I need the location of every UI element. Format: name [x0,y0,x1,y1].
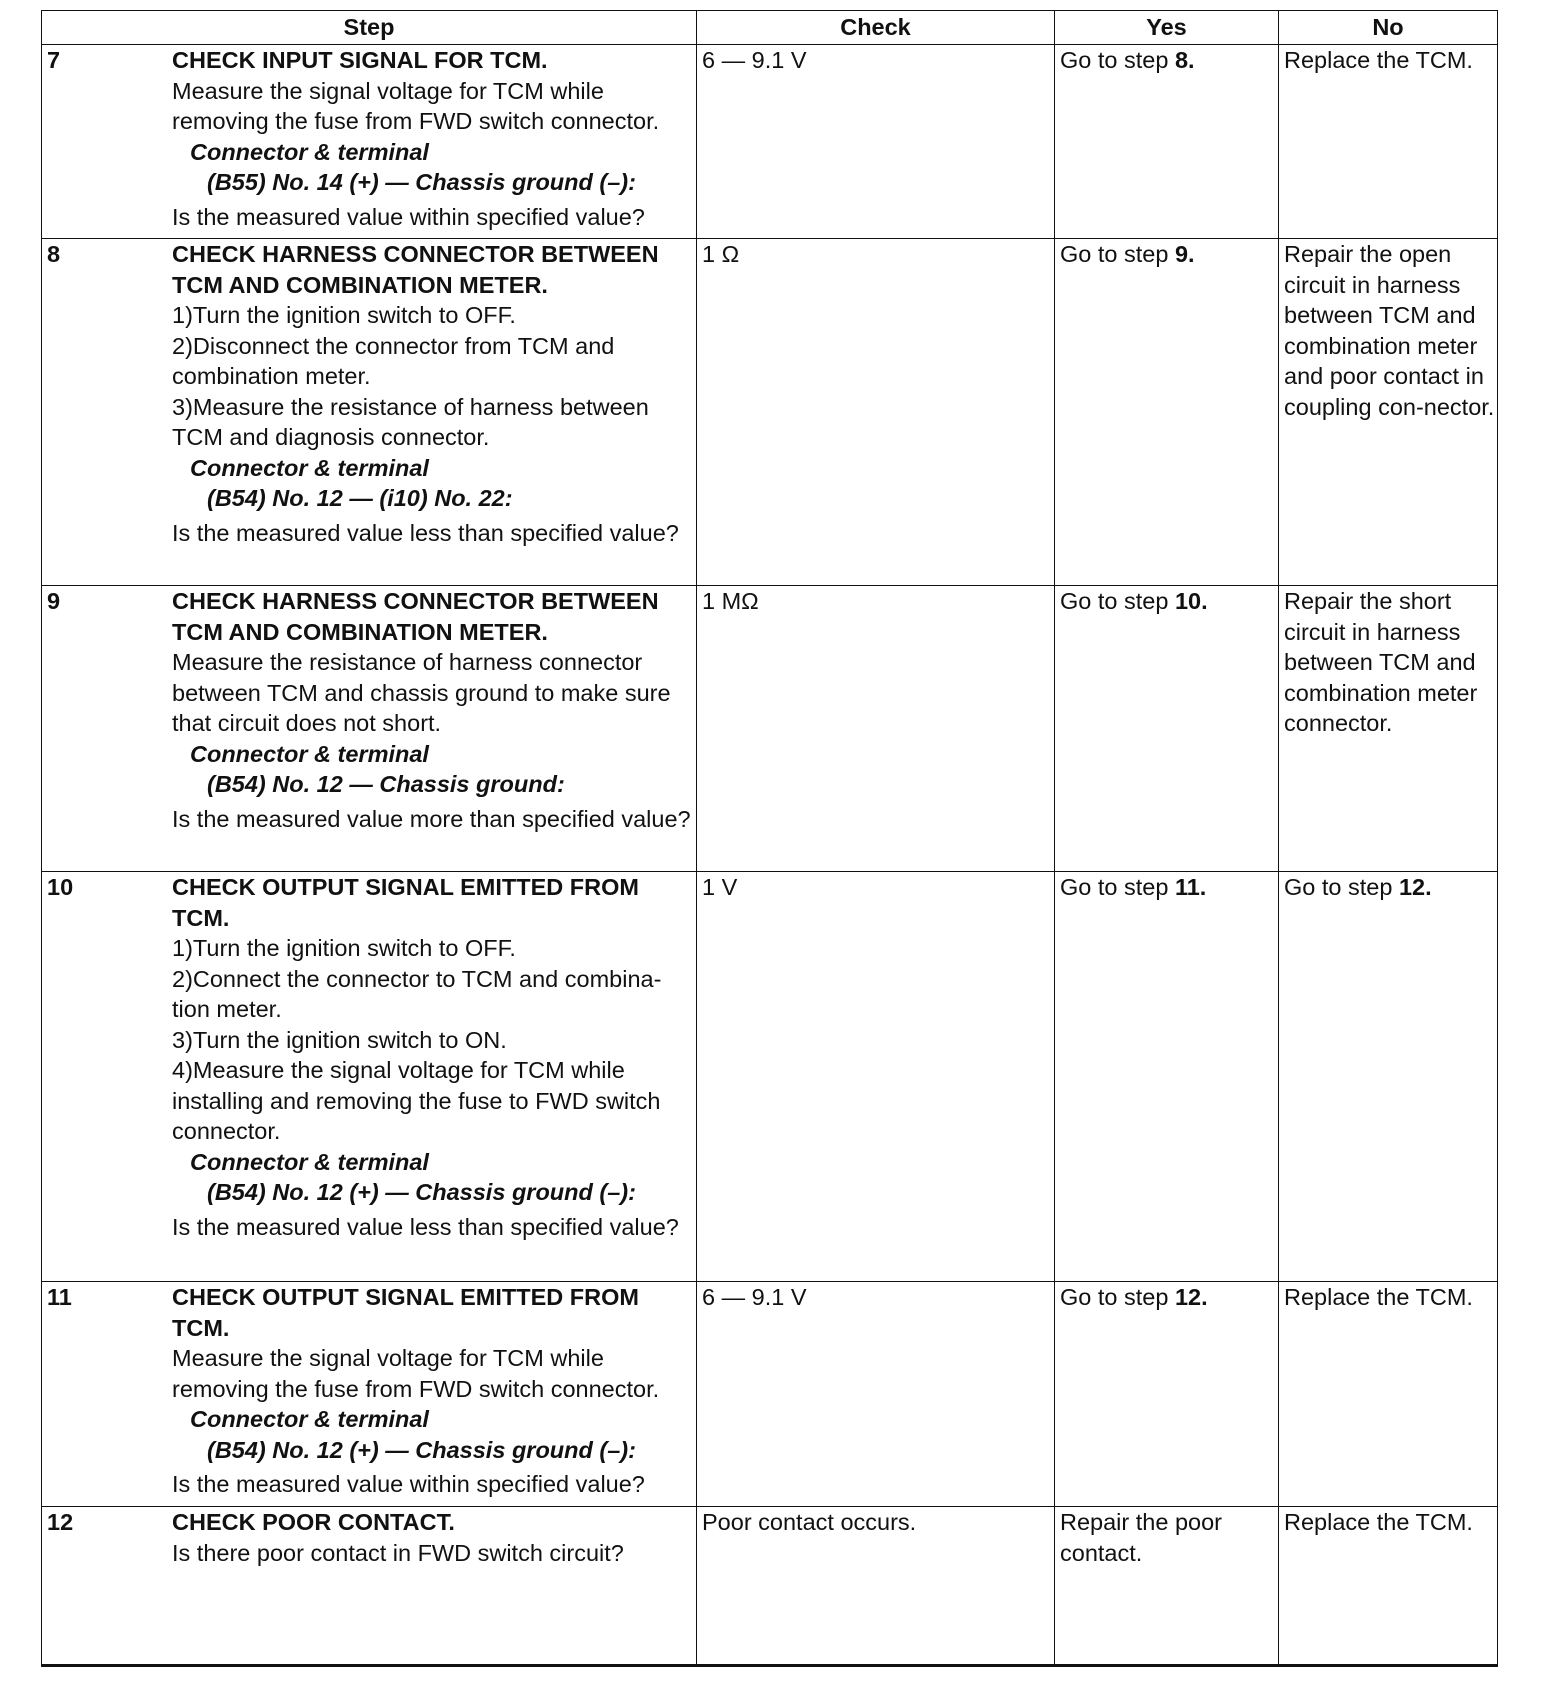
header-row [42,11,1498,45]
step-question: Is the measured value less than specified value? [172,519,679,546]
no-cell [1279,239,1498,586]
yes-step-ref: 11. [1174,874,1207,900]
yes-cell [1055,45,1279,239]
step-title: CHECK HARNESS CONNECTOR BETWEEN TCM AND COMBINATION METER. [172,241,659,298]
no-cell [1279,872,1498,1282]
step-title: CHECK HARNESS CONNECTOR BETWEEN TCM AND COMBINATION METER. [172,588,659,645]
step-instruction: 4)Measure the signal voltage for TCM while installing and removing the fuse to FWD switch connector. [172,1057,661,1144]
step-instruction: 2)Disconnect the connector from TCM and combination meter. [172,332,615,389]
step-cell [42,1282,697,1507]
check-cell: 1 V [697,872,1055,1282]
connector-label: Connector & terminal [190,138,429,165]
yes-cell [1055,1507,1279,1667]
yes-text: Go to step [1060,241,1175,267]
no-text: Replace the TCM. [1284,1509,1473,1535]
header-no: No [1279,11,1498,45]
no-cell [1279,1282,1498,1507]
step-title: CHECK POOR CONTACT. [172,1509,455,1535]
step-question: Is the measured value within specified value? [172,1471,645,1497]
terminal-spec: (B54) No. 12 (+) — Chassis ground (–): [207,1179,636,1205]
table-row [42,872,1498,1282]
step-cell [42,45,697,239]
step-question: Is the measured value more than specified value? [172,805,691,832]
step-instruction: Measure the signal voltage for TCM while removing the fuse from FWD switch connector. [172,1345,660,1402]
yes-text: Go to step [1060,588,1175,614]
no-step-ref: 12. [1398,874,1432,900]
terminal-spec: (B54) No. 12 — Chassis ground: [207,771,565,797]
terminal-spec: (B54) No. 12 (+) — Chassis ground (–): [207,1436,636,1463]
connector-label: Connector & terminal [190,740,429,767]
yes-text: Repair the poor contact. [1060,1509,1222,1566]
yes-step-ref: 8. [1174,47,1195,73]
step-instruction: 1)Turn the ignition switch to OFF. [172,302,516,328]
no-text: Replace the TCM. [1284,47,1473,73]
table-row [42,1507,1498,1667]
no-text: Repair the short circuit in harness between TCM and combination meter connector. [1284,588,1478,736]
no-text: Go to step [1284,874,1399,900]
table-row [42,45,1498,239]
check-cell: 6 — 9.1 V [697,45,1055,239]
step-cell [42,872,697,1282]
step-question: Is the measured value within specified value? [172,203,645,230]
yes-text: Go to step [1060,874,1175,900]
no-cell [1279,1507,1498,1667]
terminal-spec: (B55) No. 14 (+) — Chassis ground (–): [207,169,636,195]
connector-label: Connector & terminal [190,1148,429,1175]
table-bottom-border [41,1664,1497,1666]
header-step: Step [42,11,697,45]
no-cell [1279,45,1498,239]
step-number: 9 [47,588,61,614]
connector-label: Connector & terminal [190,1406,429,1432]
yes-cell [1055,1282,1279,1507]
yes-step-ref: 9. [1174,241,1195,267]
step-cell [42,586,697,872]
step-title: CHECK INPUT SIGNAL FOR TCM. [172,47,548,73]
step-instruction: 3)Turn the ignition switch to ON. [172,1026,507,1053]
header-check: Check [697,11,1055,45]
step-instruction: 1)Turn the ignition switch to OFF. [172,935,516,961]
check-cell: 6 — 9.1 V [697,1282,1055,1507]
yes-cell [1055,586,1279,872]
step-instruction: Measure the signal voltage for TCM while removing the fuse from FWD switch connector. [172,77,660,134]
check-cell: 1 MΩ [697,586,1055,872]
header-yes: Yes [1055,11,1279,45]
step-number: 11 [47,1284,72,1310]
table-row [42,1282,1498,1507]
yes-cell [1055,872,1279,1282]
step-number: 8 [47,241,61,267]
yes-step-ref: 12. [1174,1284,1208,1310]
yes-step-ref: 10. [1174,588,1208,614]
step-number: 10 [47,874,74,900]
terminal-spec: (B54) No. 12 — (i10) No. 22: [207,485,513,511]
step-question: Is the measured value less than specified value? [172,1213,679,1240]
step-cell [42,239,697,586]
connector-label: Connector & terminal [190,454,429,481]
check-cell: 1 Ω [697,239,1055,586]
step-question: Is there poor contact in FWD switch circuit? [172,1539,624,1566]
step-title: CHECK OUTPUT SIGNAL EMITTED FROM TCM. [172,874,639,931]
yes-cell [1055,239,1279,586]
diagnostic-table [41,10,1498,1667]
step-instruction: Measure the resistance of harness connector between TCM and chassis ground to make sure that circuit does not short. [172,649,671,736]
no-text: Replace the TCM. [1284,1284,1473,1310]
step-title: CHECK OUTPUT SIGNAL EMITTED FROM TCM. [172,1284,639,1341]
step-instruction: 3)Measure the resistance of harness between TCM and diagnosis connector. [172,393,649,450]
table-row [42,586,1498,872]
no-text: Repair the open circuit in harness between TCM and combination meter and poor contact in coupling con-nector. [1284,241,1495,420]
table-body [42,45,1498,1667]
step-cell [42,1507,697,1667]
no-cell [1279,586,1498,872]
yes-text: Go to step [1060,1284,1175,1310]
step-number: 12 [47,1509,74,1535]
step-number: 7 [47,47,61,73]
yes-text: Go to step [1060,47,1175,73]
table-row [42,239,1498,586]
check-cell: Poor contact occurs. [697,1507,1055,1667]
step-instruction: 2)Connect the connector to TCM and combina-tion meter. [172,965,662,1022]
